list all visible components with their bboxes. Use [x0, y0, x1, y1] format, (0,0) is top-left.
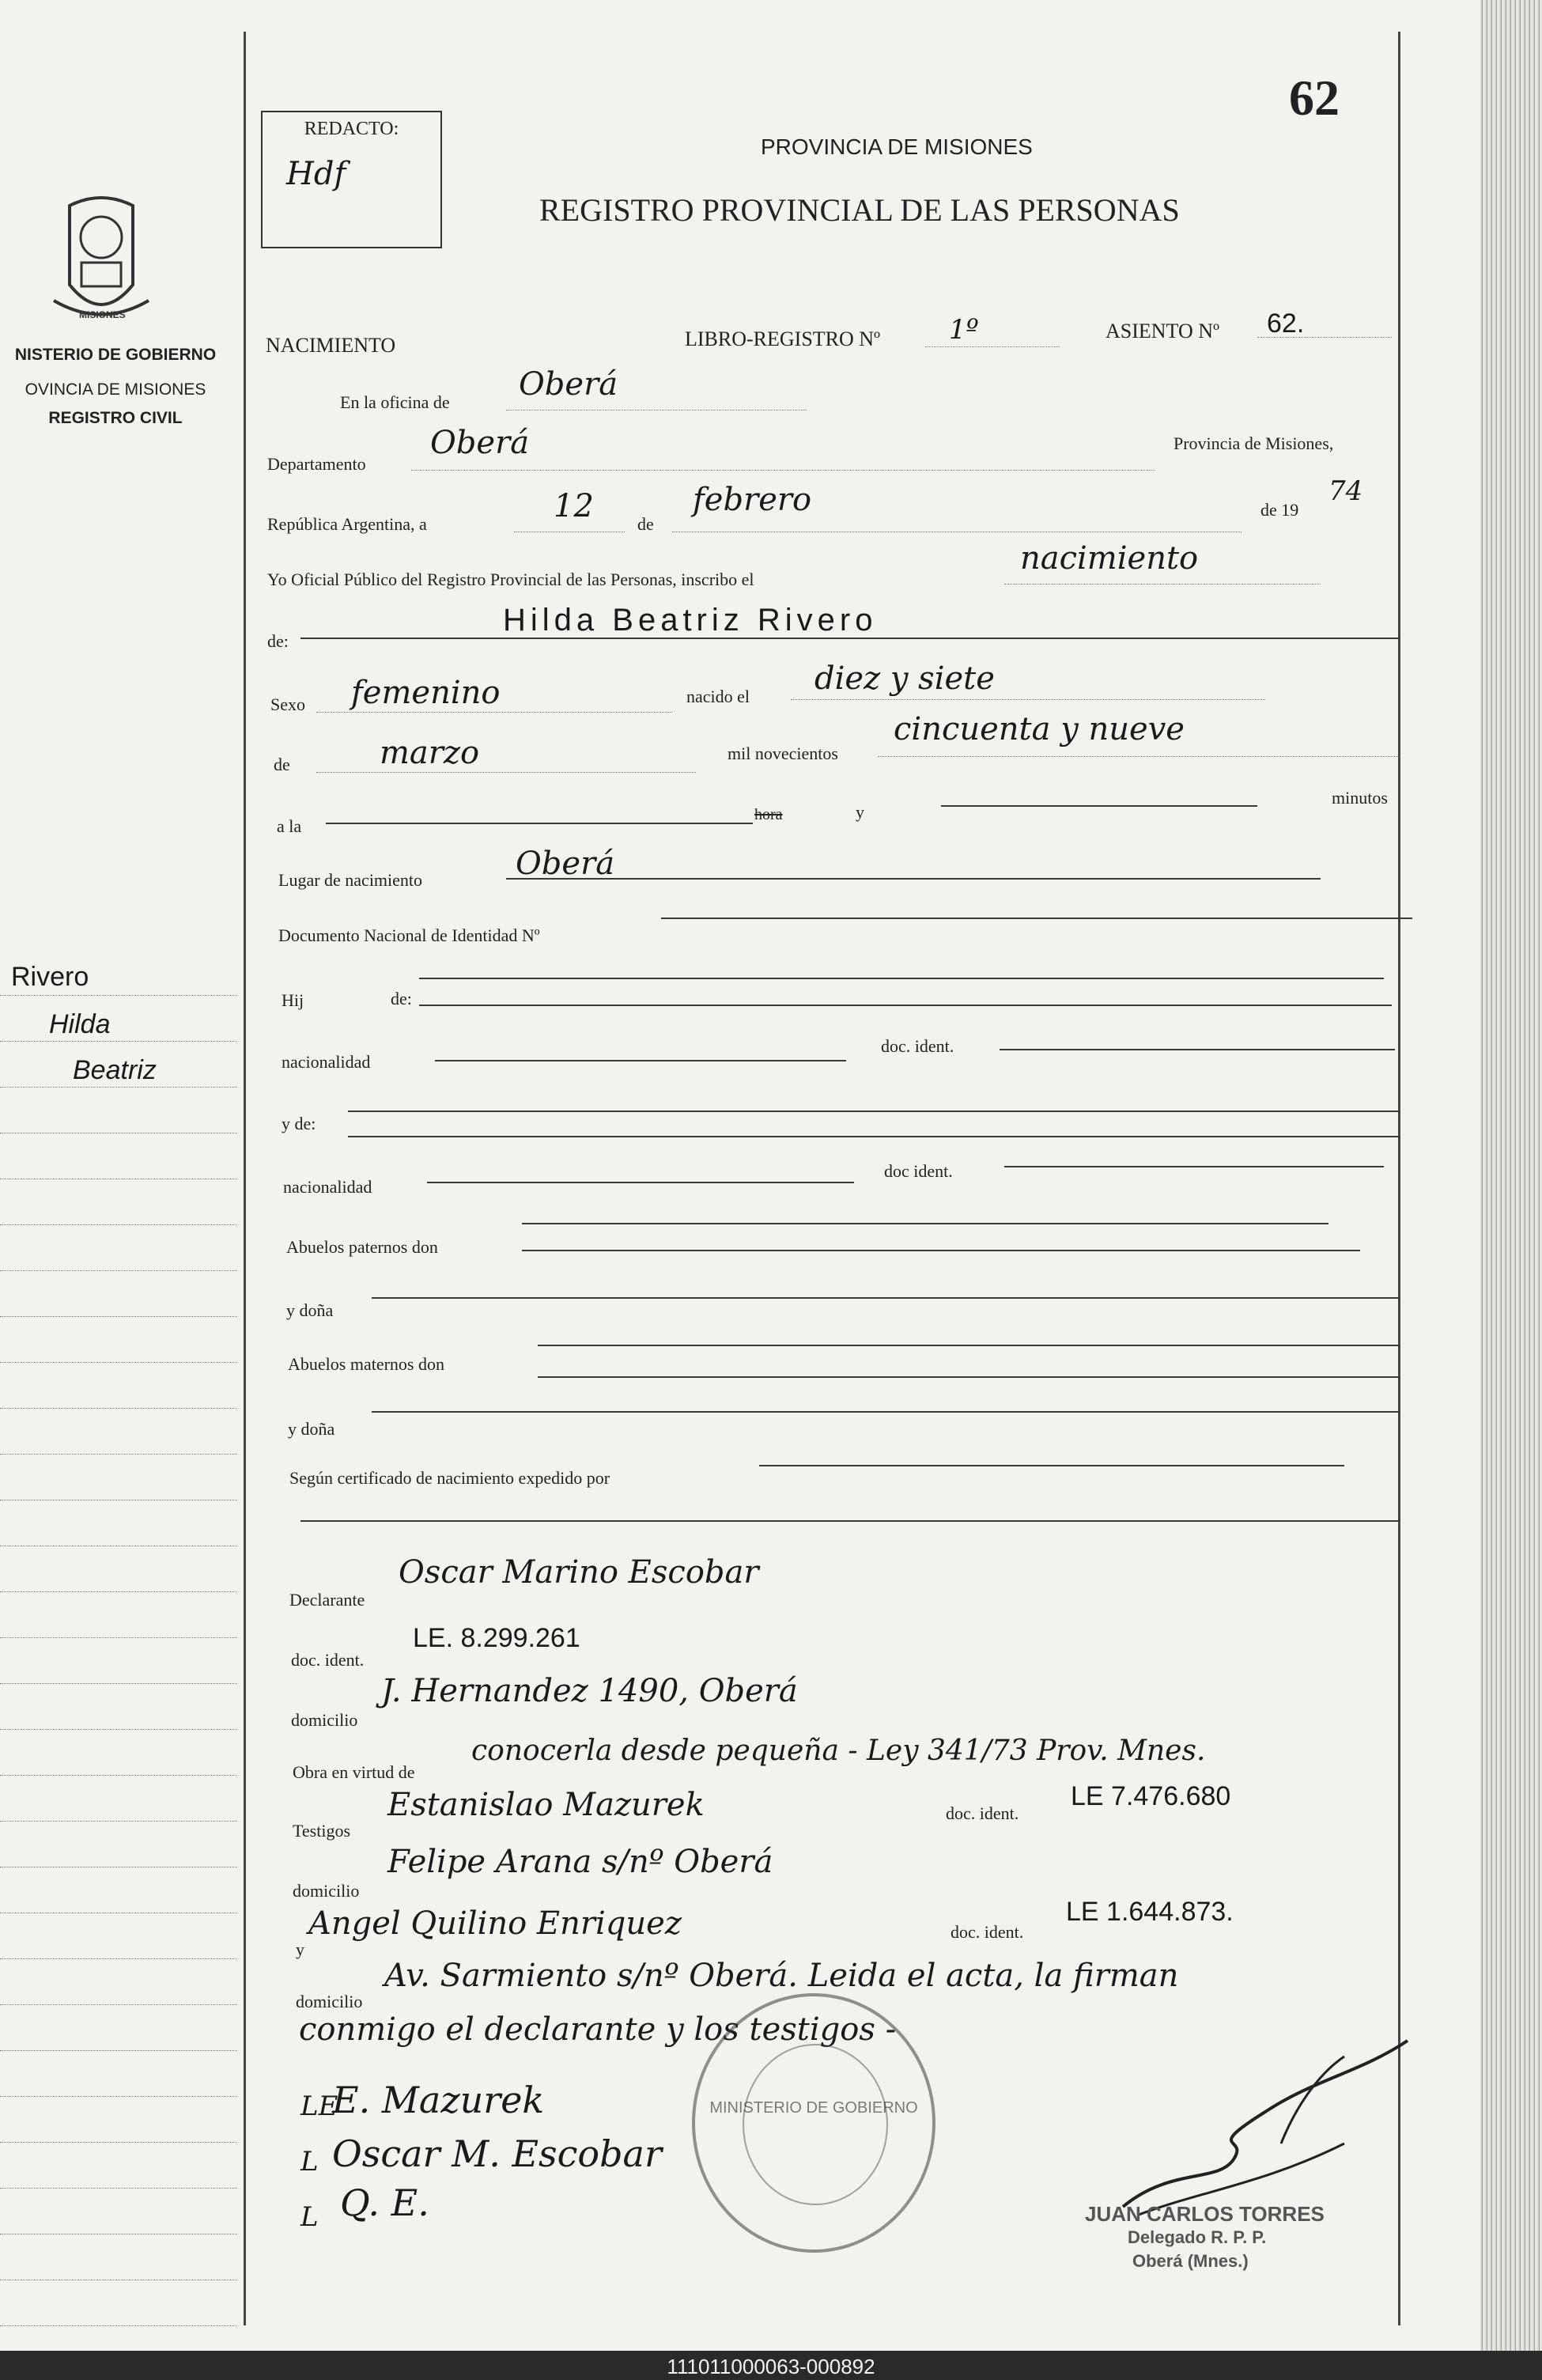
departamento-line [411, 470, 1155, 471]
ministry-line-3: REGISTRO CIVIL [48, 409, 183, 427]
testigo1-doc-label: doc. ident. [946, 1803, 1019, 1823]
y-de-label: y de: [282, 1114, 316, 1133]
margin-rule [0, 1224, 237, 1225]
abuelos-paternos-line-2 [522, 1250, 1360, 1251]
lugar-label: Lugar de nacimiento [278, 870, 423, 890]
abuelos-maternos-line-1 [538, 1345, 1400, 1346]
nacionalidad2-line [427, 1182, 854, 1183]
binding-line [244, 32, 246, 2325]
margin-rule [0, 1821, 237, 1822]
margin-rule [0, 1637, 237, 1638]
margin-rule [0, 2050, 237, 2051]
redacto-initials: Hdf [286, 156, 346, 192]
nacionalidad1-label: nacionalidad [282, 1052, 371, 1072]
domicilio1-value: J. Hernandez 1490, Oberá [381, 1673, 798, 1709]
margin-rule [0, 1454, 237, 1455]
domicilio3-value: Av. Sarmiento s/nº Oberá. Leida el acta, la firman [384, 1958, 1179, 1994]
oficial-label: Yo Oficial Público del Registro Provincial de las Personas, inscribo el [267, 569, 754, 589]
hora-label: hora [754, 806, 783, 823]
delegate-role: Delegado R. P. P. [1128, 2227, 1267, 2247]
emblem-text: MISIONES [79, 309, 126, 320]
folio-number: 62 [1289, 70, 1340, 126]
nombre-label: de: [267, 631, 289, 651]
hora-prefix-label: a la [277, 816, 302, 836]
abuelos-paternos-line-1 [522, 1223, 1328, 1224]
abuelos-paternos-label: Abuelos paternos don [286, 1237, 438, 1257]
oficina-line [506, 410, 807, 411]
margin-rule [0, 1087, 237, 1088]
domicilio2-label: domicilio [293, 1881, 360, 1901]
obra-value: conocerla desde pequeña - Ley 341/73 Prov. Mnes. [471, 1735, 1206, 1767]
nacionalidad1-line [435, 1060, 846, 1061]
asiento-line [1257, 337, 1392, 338]
libro-value: 1º [949, 314, 979, 346]
doc-ident-value: LE. 8.299.261 [413, 1623, 580, 1653]
margin-rule [0, 2142, 237, 2143]
margin-rule [0, 2004, 237, 2005]
dia-value: 12 [554, 488, 594, 524]
nombre-value: Hilda Beatriz Rivero [503, 603, 878, 638]
testigo1-value: Estanislao Mazurek [387, 1787, 705, 1823]
doc-ident-label: doc. ident. [291, 1650, 365, 1670]
cierre-value: conmigo el declarante y los testigos - [299, 2011, 897, 2048]
margin-rule [0, 995, 237, 996]
declarante-label: Declarante [289, 1590, 365, 1610]
ministry-line-1: NISTERIO DE GOBIERNO [14, 346, 217, 364]
anio-nac-value: cincuenta y nueve [894, 711, 1185, 747]
domicilio3-label: domicilio [296, 1992, 363, 2011]
y-dona2-line [372, 1411, 1400, 1413]
redacto-box [261, 111, 442, 248]
footer-code: 111011000063-000892 [667, 2355, 875, 2378]
libro-line [925, 346, 1060, 347]
margin-rule [0, 1775, 237, 1776]
lugar-line [506, 878, 1321, 880]
sexo-label: Sexo [270, 694, 305, 714]
docident1-line [1000, 1049, 1395, 1050]
margin-rule [0, 2096, 237, 2097]
abuelos-maternos-label: Abuelos maternos don [288, 1354, 444, 1374]
margin-name-1: Hilda [49, 1009, 111, 1039]
signature-1: E. Mazurek [332, 2079, 545, 2121]
sexo-line [316, 712, 672, 713]
margin-rule [0, 1683, 237, 1684]
province-header: PROVINCIA DE MISIONES [761, 134, 1033, 159]
asiento-value: 62. [1267, 308, 1305, 339]
y-label: y [856, 802, 864, 822]
nacido-line [791, 699, 1265, 700]
de2-label: de [274, 755, 290, 774]
signature-2: Oscar M. Escobar [332, 2132, 662, 2175]
certificado-line-2 [300, 1520, 1400, 1522]
hijo-de-label: de: [391, 989, 412, 1008]
oficina-label: En la oficina de [340, 392, 450, 412]
testigo2-value: Angel Quilino Enriquez [308, 1905, 682, 1942]
y-de-line-2 [348, 1136, 1400, 1137]
page-title: REGISTRO PROVINCIAL DE LAS PERSONAS [539, 192, 1180, 228]
dni-label: Documento Nacional de Identidad Nº [278, 925, 540, 945]
margin-rule [0, 1270, 237, 1271]
provincia-label: Provincia de Misiones, [1174, 433, 1334, 453]
abuelos-maternos-line-2 [538, 1376, 1400, 1378]
margin-surname: Rivero [11, 962, 89, 992]
margin-rule [0, 1729, 237, 1730]
redacto-label: REDACTO: [304, 119, 399, 139]
signature-2-prefix: L [300, 2146, 319, 2178]
seal-inner-ring [743, 2044, 888, 2205]
asiento-label: ASIENTO Nº [1105, 320, 1220, 342]
mes-value: febrero [693, 482, 812, 518]
mes-nac-line [316, 772, 696, 773]
minutos-label: minutos [1332, 788, 1388, 808]
sexo-value: femenino [351, 675, 501, 711]
certificado-line-1 [759, 1465, 1344, 1466]
hijo-line-2 [419, 1005, 1392, 1006]
obra-label: Obra en virtud de [293, 1762, 415, 1782]
oficial-value: nacimiento [1020, 540, 1199, 577]
ministry-line-2: OVINCIA DE MISIONES [25, 380, 206, 399]
docident2-line [1004, 1166, 1384, 1167]
testigos-label: Testigos [293, 1821, 351, 1841]
signature-3-prefix: L [300, 2201, 319, 2233]
declarante-value: Oscar Marino Escobar [399, 1554, 759, 1591]
y-dona2-label: y doña [288, 1419, 335, 1439]
margin-rule [0, 1408, 237, 1409]
nacido-value: diez y siete [814, 660, 995, 697]
republica-label: República Argentina, a [267, 514, 427, 534]
testigo2-doc-label: doc. ident. [951, 1922, 1024, 1942]
minutos-line [941, 805, 1257, 807]
mil-label: mil novecientos [728, 744, 838, 763]
margin-name-2: Beatriz [73, 1055, 157, 1085]
dni-line [661, 918, 1412, 919]
nacido-label: nacido el [686, 687, 750, 706]
delegate-place: Oberá (Mnes.) [1132, 2251, 1249, 2271]
delegate-name: JUAN CARLOS TORRES [1085, 2202, 1325, 2226]
anio-label: de 19 [1260, 500, 1299, 520]
y-de-line-1 [348, 1111, 1400, 1112]
lugar-value: Oberá [516, 846, 615, 882]
anio-nac-line [878, 756, 1400, 757]
nacionalidad2-label: nacionalidad [283, 1177, 372, 1197]
oficial-line [1004, 584, 1321, 585]
margin-rule [0, 2325, 237, 2326]
departamento-label: Departamento [267, 454, 366, 474]
domicilio2-value: Felipe Arana s/nº Oberá [387, 1844, 773, 1880]
y-dona1-line [372, 1297, 1400, 1299]
libro-label: LIBRO-REGISTRO Nº [685, 327, 881, 350]
hijo-label: Hij [282, 990, 304, 1010]
margin-rule [0, 1316, 237, 1317]
margin-rule [0, 2188, 237, 2189]
oficina-value: Oberá [519, 366, 618, 403]
departamento-value: Oberá [430, 425, 530, 461]
official-seal [692, 1993, 935, 2253]
margin-rule [0, 1591, 237, 1592]
anio-value: 74 [1328, 475, 1363, 507]
margin-rule [0, 1958, 237, 1959]
testigo2-doc-value: LE 1.644.873. [1066, 1897, 1234, 1927]
page-stack-edge [1480, 0, 1542, 2351]
signature-3: Q. E. [340, 2181, 429, 2224]
margin-rule [0, 1041, 237, 1042]
docident2-label: doc ident. [884, 1161, 953, 1181]
de-label: de [637, 514, 654, 534]
nombre-line [300, 638, 1400, 639]
y-dona1-label: y doña [286, 1300, 334, 1320]
testigo1-doc-value: LE 7.476.680 [1071, 1781, 1231, 1811]
form-type: NACIMIENTO [266, 334, 396, 357]
signature-1-prefix: LE [300, 2091, 338, 2122]
y-testigo-label: y [296, 1939, 304, 1959]
hora-line [326, 823, 753, 824]
seal-text: MINISTERIO DE GOBIERNO [709, 2099, 918, 2117]
certificado-label: Según certificado de nacimiento expedido por [289, 1468, 610, 1488]
form-right-border [1398, 32, 1400, 2325]
docident1-label: doc. ident. [881, 1036, 954, 1056]
mes-nac-value: marzo [380, 735, 480, 771]
domicilio1-label: domicilio [291, 1710, 358, 1730]
margin-rule [0, 1362, 237, 1363]
delegate-signature-icon [1107, 2025, 1423, 2231]
hijo-line-1 [419, 978, 1384, 979]
